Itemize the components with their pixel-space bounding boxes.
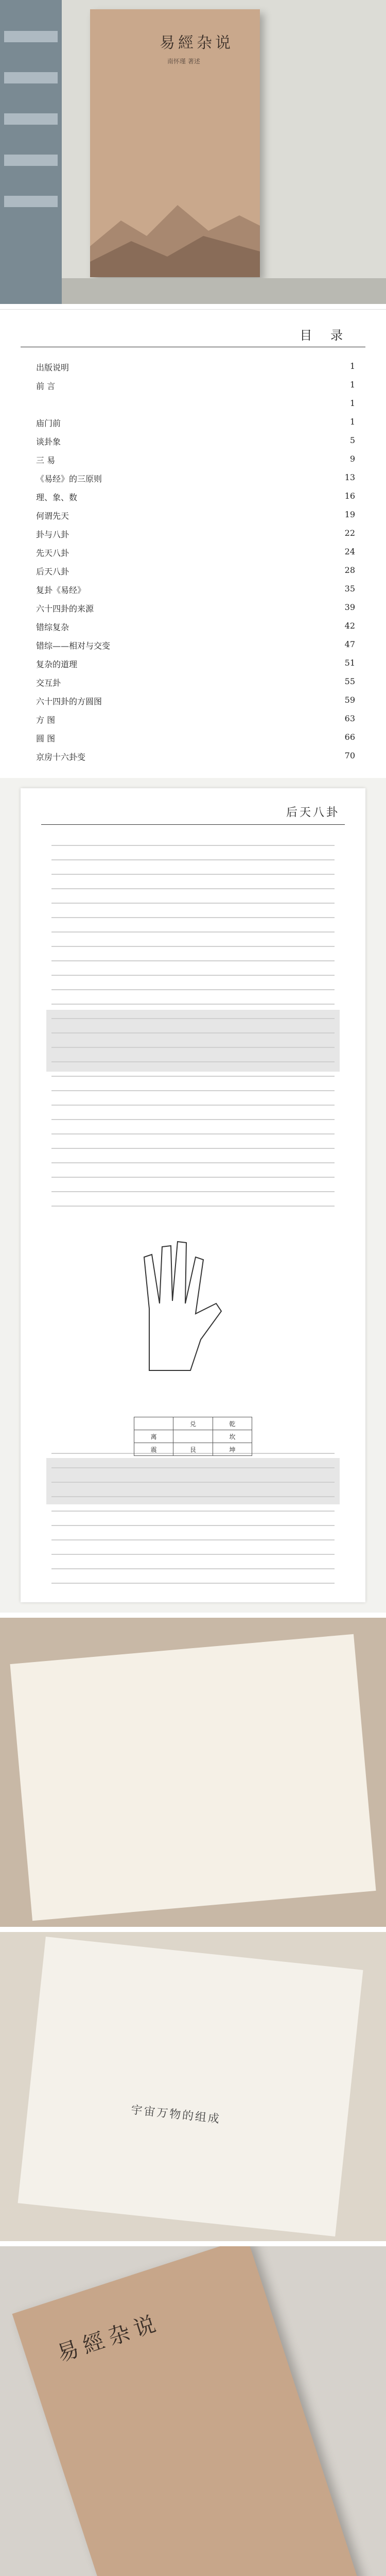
toc-item-page: 1 bbox=[349, 398, 355, 408]
cover-photo-section bbox=[0, 0, 386, 304]
table-row bbox=[134, 1417, 252, 1430]
shelf-book bbox=[4, 113, 58, 125]
toc-item-label: 复杂的道理 bbox=[36, 659, 78, 669]
table-cell: 离 bbox=[134, 1430, 173, 1443]
text-line bbox=[51, 1032, 335, 1033]
text-line bbox=[51, 1496, 335, 1497]
toc-item-page: 47 bbox=[344, 639, 355, 649]
toc-item-label: 《易经》的三原则 bbox=[36, 474, 102, 484]
text-line bbox=[51, 946, 335, 947]
text-line bbox=[51, 1090, 335, 1091]
table-cell: 艮 bbox=[173, 1443, 213, 1456]
toc-item-page: 66 bbox=[344, 732, 355, 742]
text-line bbox=[51, 1018, 335, 1019]
toc-item bbox=[36, 751, 355, 764]
toc-item bbox=[36, 547, 355, 560]
text-line bbox=[51, 975, 335, 976]
text-line bbox=[51, 1191, 335, 1192]
text-line bbox=[51, 845, 335, 846]
hand-diagram bbox=[113, 1226, 268, 1381]
text-line bbox=[51, 917, 335, 918]
table-cell bbox=[134, 1417, 173, 1430]
highlight-box bbox=[46, 1458, 340, 1504]
toc-item-label: 方 图 bbox=[36, 715, 56, 725]
toc-item-page: 35 bbox=[344, 584, 355, 594]
toc-item bbox=[36, 528, 355, 541]
toc-item-page: 1 bbox=[349, 361, 355, 371]
toc-item bbox=[36, 584, 355, 597]
toc-item-label: 圆 图 bbox=[36, 734, 56, 743]
text-line bbox=[51, 1511, 335, 1512]
book-cover bbox=[90, 9, 260, 277]
toc-item-label: 理、象、数 bbox=[36, 493, 78, 502]
toc-item-page: 1 bbox=[349, 380, 355, 389]
book-page-photo bbox=[18, 1937, 363, 2236]
text-line bbox=[51, 1162, 335, 1163]
text-line bbox=[51, 1133, 335, 1134]
toc-item-label: 何谓先天 bbox=[36, 511, 69, 521]
toc-item bbox=[36, 732, 355, 745]
cover-title: 易經杂说 bbox=[160, 34, 234, 52]
toc-item-label: 六十四卦的来源 bbox=[36, 604, 94, 614]
toc-item-label: 六十四卦的方圆图 bbox=[36, 697, 102, 706]
text-line bbox=[51, 903, 335, 904]
trigram-table bbox=[134, 1417, 252, 1456]
toc-item-page: 59 bbox=[344, 695, 355, 705]
text-line bbox=[51, 1583, 335, 1584]
toc-title: 目 录 bbox=[300, 328, 350, 343]
toc-item-page: 24 bbox=[344, 547, 355, 556]
photo-caption: 宇宙万物的组成 bbox=[130, 2104, 221, 2126]
toc-item-page: 9 bbox=[349, 454, 355, 464]
toc-item bbox=[36, 658, 355, 671]
toc-item bbox=[36, 398, 355, 412]
toc-item-page: 55 bbox=[344, 676, 355, 686]
toc-item-label: 后天八卦 bbox=[36, 567, 69, 577]
toc-item-label: 交互卦 bbox=[36, 678, 61, 688]
highlight-box bbox=[46, 1010, 340, 1072]
toc-item-label: 庙门前 bbox=[36, 418, 61, 428]
toc-item bbox=[36, 639, 355, 653]
toc-item-label: 前 言 bbox=[36, 381, 56, 391]
toc-item bbox=[36, 602, 355, 616]
toc-item bbox=[36, 454, 355, 467]
toc-item-label: 京房十六卦变 bbox=[36, 752, 86, 762]
table-row bbox=[134, 1443, 252, 1456]
table-cell: 坎 bbox=[213, 1430, 252, 1443]
text-line bbox=[51, 1525, 335, 1526]
book-spine-title: 易經杂说 bbox=[54, 2309, 164, 2367]
toc-item-page: 13 bbox=[344, 472, 355, 482]
text-line bbox=[51, 1467, 335, 1468]
toc-item-label: 错综复杂 bbox=[36, 622, 69, 632]
text-line bbox=[51, 1177, 335, 1178]
text-line bbox=[51, 1482, 335, 1483]
toc-item bbox=[36, 621, 355, 634]
page-spread-section bbox=[0, 778, 386, 1613]
toc-item bbox=[36, 695, 355, 708]
toc-item-page: 28 bbox=[344, 565, 355, 575]
toc-item-label: 三 易 bbox=[36, 455, 56, 465]
text-line bbox=[51, 1554, 335, 1555]
text-line bbox=[51, 1539, 335, 1540]
open-book-photo bbox=[0, 1618, 386, 1927]
toc-item-page: 70 bbox=[344, 751, 355, 760]
bookshelf bbox=[0, 0, 62, 304]
table-cell: 兑 bbox=[173, 1417, 213, 1430]
toc-item bbox=[36, 435, 355, 449]
text-line bbox=[51, 1047, 335, 1048]
text-line bbox=[51, 960, 335, 961]
mountain-illustration bbox=[90, 174, 260, 277]
toc-item-label: 复卦《易经》 bbox=[36, 585, 86, 595]
toc-item-page: 19 bbox=[344, 510, 355, 519]
text-line bbox=[51, 859, 335, 860]
table-cell: 震 bbox=[134, 1443, 173, 1456]
toc-item bbox=[36, 714, 355, 727]
toc-item-page: 42 bbox=[344, 621, 355, 631]
toc-item-label: 卦与八卦 bbox=[36, 530, 69, 539]
book-page bbox=[21, 788, 365, 1602]
text-line bbox=[51, 1105, 335, 1106]
toc-item bbox=[36, 491, 355, 504]
table-cell: 坤 bbox=[213, 1443, 252, 1456]
toc-item-page: 39 bbox=[344, 602, 355, 612]
text-line bbox=[51, 874, 335, 875]
toc-item-label: 先天八卦 bbox=[36, 548, 69, 558]
text-line bbox=[51, 888, 335, 889]
page-photo bbox=[0, 1932, 386, 2241]
text-line bbox=[51, 1119, 335, 1120]
table-row bbox=[134, 1430, 252, 1443]
text-line bbox=[51, 1206, 335, 1207]
closed-book bbox=[12, 2246, 359, 2576]
text-line bbox=[51, 1076, 335, 1077]
table-surface bbox=[62, 278, 386, 304]
toc-item bbox=[36, 565, 355, 579]
table-cell: 乾 bbox=[213, 1417, 252, 1430]
toc-item bbox=[36, 361, 355, 375]
cover-author: 南怀瑾 著述 bbox=[167, 58, 200, 65]
text-line bbox=[51, 1568, 335, 1569]
text-line bbox=[51, 931, 335, 933]
shelf-book bbox=[4, 196, 58, 207]
toc-item bbox=[36, 380, 355, 393]
toc-item-page: 1 bbox=[349, 417, 355, 427]
page-title: 后天八卦 bbox=[286, 806, 340, 819]
open-book bbox=[10, 1634, 376, 1921]
page-rule bbox=[41, 824, 345, 825]
shelf-book bbox=[4, 72, 58, 83]
toc-item-page: 63 bbox=[344, 714, 355, 723]
text-line bbox=[51, 1148, 335, 1149]
toc-item-page: 5 bbox=[349, 435, 355, 445]
toc-item bbox=[36, 417, 355, 430]
toc-item-label: 出版说明 bbox=[36, 363, 69, 372]
text-line bbox=[51, 989, 335, 990]
toc-item-page: 16 bbox=[344, 491, 355, 501]
toc-item bbox=[36, 472, 355, 486]
toc-item bbox=[36, 676, 355, 690]
toc-item-page: 22 bbox=[344, 528, 355, 538]
toc-item bbox=[36, 510, 355, 523]
text-line bbox=[51, 1004, 335, 1005]
shelf-book bbox=[4, 31, 58, 42]
closed-book-photo bbox=[0, 2246, 386, 2576]
toc-item-label: 错综——相对与交变 bbox=[36, 641, 111, 651]
shelf-book bbox=[4, 155, 58, 166]
toc-item-page: 51 bbox=[344, 658, 355, 668]
toc-item-label: 谈卦象 bbox=[36, 437, 61, 447]
toc-section bbox=[0, 309, 386, 773]
text-line bbox=[51, 1061, 335, 1062]
table-cell bbox=[173, 1430, 213, 1443]
